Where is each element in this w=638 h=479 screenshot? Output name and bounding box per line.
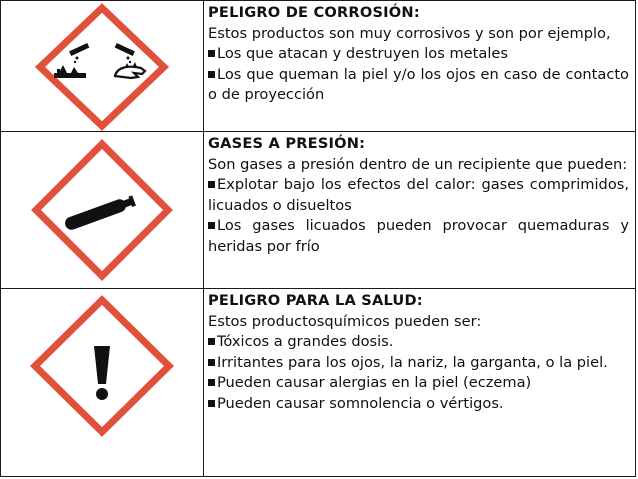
gas-cylinder-pictogram-icon xyxy=(1,132,204,289)
square-bullet-icon xyxy=(208,359,215,366)
icon-cell xyxy=(1,132,204,288)
square-bullet-icon xyxy=(208,400,215,407)
square-bullet-icon xyxy=(208,50,215,57)
hazard-title: PELIGRO DE CORROSIÓN: xyxy=(208,4,420,21)
bullet-item: Tóxicos a grandes dosis. xyxy=(208,332,629,353)
bullet-item: Los que queman la piel y/o los ojos en caso de contacto o de proyección xyxy=(208,65,629,103)
icon-cell xyxy=(1,289,204,476)
exclamation-mark-pictogram-icon xyxy=(1,289,204,476)
square-bullet-icon xyxy=(208,222,215,229)
bullet-item: Los gases licuados pueden provocar quemaduras y heridas por frío xyxy=(208,217,629,255)
table-row-corrosion xyxy=(1,1,635,132)
bullet-item: Pueden causar somnolencia o vértigos. xyxy=(208,394,629,415)
bullet-item: Pueden causar alergias en la piel (eczema) xyxy=(208,373,629,394)
bullet-item: Explotar bajo los efectos del calor: gases comprimidos, licuados o disueltos xyxy=(208,176,629,214)
square-bullet-icon xyxy=(208,379,215,386)
square-bullet-icon xyxy=(208,181,215,188)
corrosion-pictogram-icon xyxy=(1,1,204,132)
hazard-title: PELIGRO PARA LA SALUD: xyxy=(208,292,423,309)
hazard-intro: Son gases a presión dentro de un recipiente que pueden: xyxy=(208,155,628,173)
bullet-item: Irritantes para los ojos, la nariz, la garganta, o la piel. xyxy=(208,353,629,374)
description-cell xyxy=(208,291,629,476)
description-cell xyxy=(208,3,629,131)
square-bullet-icon xyxy=(208,71,215,78)
description-cell xyxy=(208,134,629,288)
bullet-item: Los que atacan y destruyen los metales xyxy=(208,44,629,65)
table-row-gas xyxy=(1,132,635,289)
hazard-title: GASES A PRESIÓN: xyxy=(208,135,366,152)
hazard-intro: Estos productos son muy corrosivos y son por ejemplo, xyxy=(208,24,611,42)
hazard-intro: Estos productosquímicos pueden ser: xyxy=(208,312,482,330)
square-bullet-icon xyxy=(208,338,215,345)
icon-cell xyxy=(1,1,204,131)
table-row-health xyxy=(1,289,635,476)
